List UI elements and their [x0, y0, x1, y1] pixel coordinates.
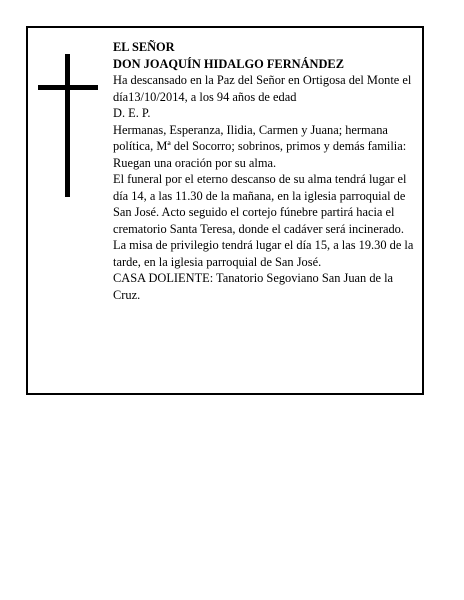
deceased-name: DON JOAQUÍN HIDALGO FERNÁNDEZ — [113, 56, 344, 71]
family-members: Hermanas, Esperanza, Ilidia, Carmen y Juana; hermana política, Mª del Socorro; sobrinos, primos y demás familia: — [113, 122, 407, 153]
obituary-text-block — [113, 39, 419, 303]
prayer-request: Ruegan una oración por su alma. — [113, 155, 277, 170]
cross-horizontal-bar — [38, 85, 98, 90]
rest-statement: Ha descansado en la Paz del Señor en Ortigosa del Monte el día13/10/2014, a los 94 años de edad — [113, 73, 412, 104]
mourning-house: CASA DOLIENTE: Tanatorio Segoviano San Juan de la Cruz. — [113, 271, 394, 302]
rip-line: D. E. P. — [113, 106, 151, 120]
cross-icon — [38, 54, 98, 197]
title-line-1: EL SEÑOR — [113, 40, 175, 54]
funeral-details: El funeral por el eterno descanso de su alma tendrá lugar el día 14, a las 11.30 de la mañana, en la iglesia parroquial de San José. Acto seguido el cortejo fúnebre partirá hacia el crematorio Santa Teresa, donde el cadáver será incinerado. La misa de privilegio tendrá lugar el día 15, a las 19.30 de la tarde, en la iglesia parroquial de San José. — [113, 172, 414, 269]
cross-vertical-bar — [65, 54, 70, 197]
